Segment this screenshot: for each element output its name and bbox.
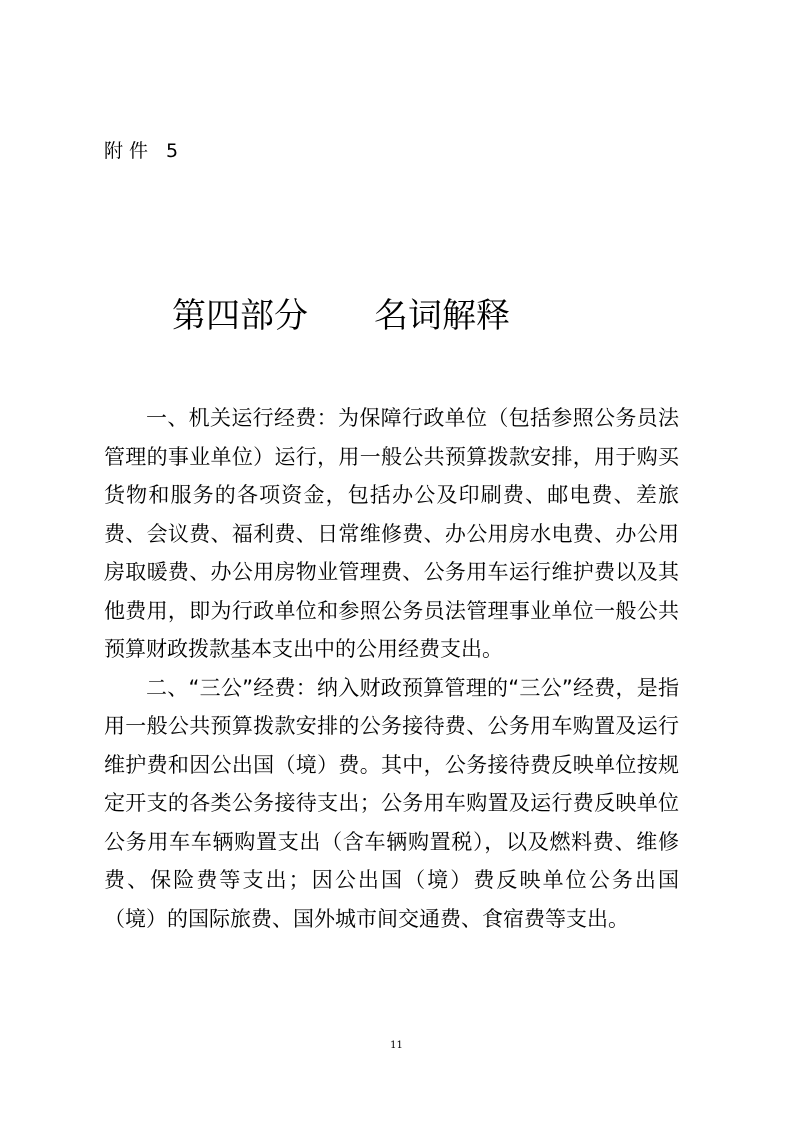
part-name: 名词解释 (374, 296, 510, 336)
paragraph-three-public-expenses: 二、“三公”经费：纳入财政预算管理的“三公”经费，是指用一般公共预算拨款安排的公务接待费、公务用车购置及运行维护费和因公出国（境）费。其中，公务接待费反映单位按规定开支的各类公务接待支出；公务用车购置及运行费反映单位公务用车车辆购置支出（含车辆购置税），以及燃料费、维修费、保险费等支出；因公出国（境）费反映单位公务出国（境）的国际旅费、国外城市间交通费、食宿费等支出。 (104, 675, 679, 931)
body-text (104, 399, 679, 938)
page-number: 11 (390, 1040, 403, 1051)
page-title (172, 292, 510, 340)
attachment-label: 附件 5 (104, 140, 185, 162)
part-number: 第四部分 (172, 296, 308, 336)
paragraph-operating-expenses: 一、机关运行经费：为保障行政单位（包括参照公务员法管理的事业单位）运行，用一般公共预算拨款安排，用于购买货物和服务的各项资金，包括办公及印刷费、邮电费、差旅费、会议费、福利费、日常维修费、办公用房水电费、办公用房取暖费、办公用房物业管理费、公务用车运行维护费以及其他费用，即为行政单位和参照公务员法管理事业单位一般公共预算财政拨款基本支出中的公用经费支出。 (104, 406, 679, 661)
